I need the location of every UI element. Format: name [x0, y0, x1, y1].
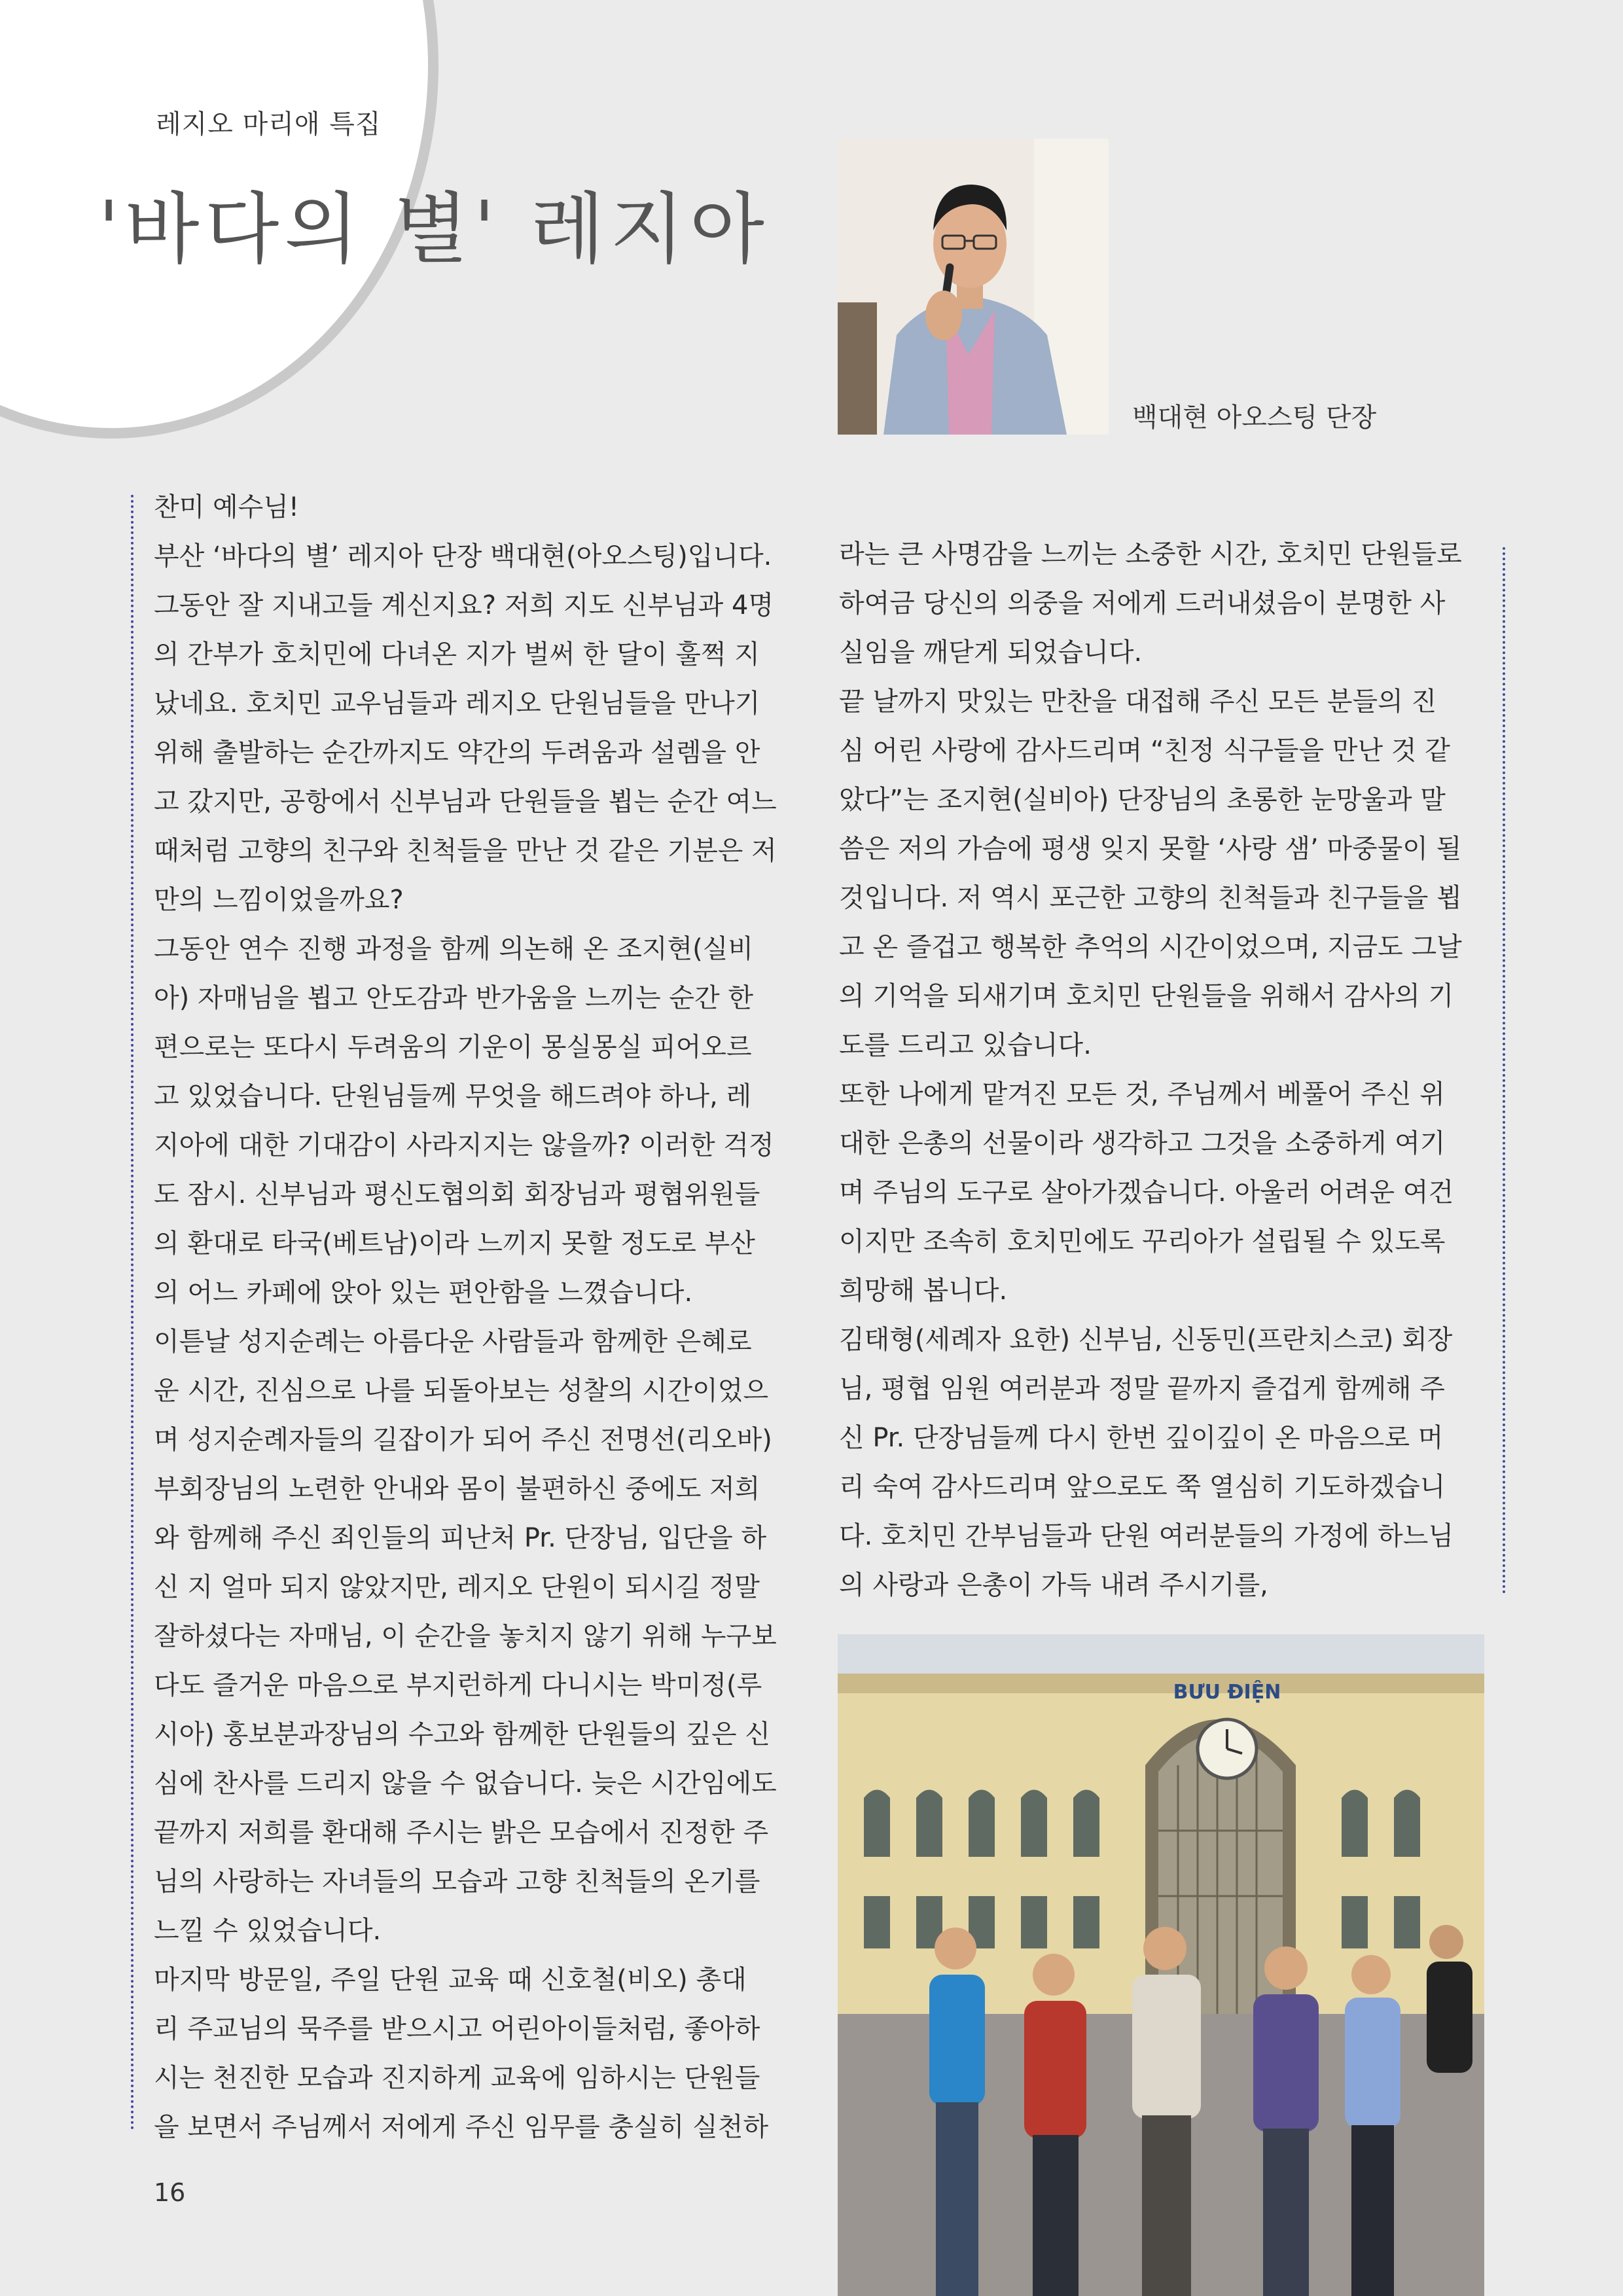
article-line: 부회장님의 노련한 안내와 몸이 불편하신 중에도 저희: [154, 1474, 760, 1504]
group-photo: [838, 1634, 1484, 2296]
article-line: 희망해 봅니다.: [839, 1276, 1008, 1306]
article-line: 의 사랑과 은총이 가득 내려 주시기를,: [839, 1570, 1268, 1600]
article-line: 의 환대로 타국(베트남)이라 느끼지 못할 정도로 부산: [154, 1229, 755, 1259]
article-line: 신 지 얼마 되지 않았지만, 레지오 단원이 되시길 정말: [154, 1572, 760, 1602]
article-line: 끝까지 저희를 환대해 주시는 밝은 모습에서 진정한 주: [154, 1818, 769, 1848]
article-line: 마지막 방문일, 주일 단원 교육 때 신호철(비오) 총대: [154, 1965, 747, 1995]
article-line: 났네요. 호치민 교우님들과 레지오 단원님들을 만나기: [154, 689, 760, 719]
article-left-column: [154, 483, 802, 2152]
article-line: 심에 찬사를 드리지 않을 수 없습니다. 늦은 시간임에도: [154, 1768, 777, 1799]
article-line: 시아) 홍보분과장님의 수고와 함께한 단원들의 깊은 신: [154, 1719, 770, 1749]
article-line: 고 온 즐겁고 행복한 추억의 시간이었으며, 지금도 그날: [839, 932, 1462, 962]
section-label: 레지오 마리애 특집: [156, 109, 382, 139]
article-line: 리 숙여 감사드리며 앞으로도 쭉 열심히 기도하겠습니: [839, 1472, 1446, 1502]
article-line: 며 성지순례자들의 길잡이가 되어 주신 전명선(리오바): [154, 1425, 772, 1455]
portrait-photo: [838, 139, 1109, 435]
article-line: 시는 천진한 모습과 진지하게 교육에 임하시는 단원들: [154, 2063, 760, 2093]
article-line: 씀은 저의 가슴에 평생 잊지 못할 ‘사랑 샘’ 마중물이 될: [839, 834, 1462, 864]
article-line: 운 시간, 진심으로 나를 되돌아보는 성찰의 시간이었으: [154, 1376, 769, 1406]
article-line: 리 주교님의 묵주를 받으시고 어린아이들처럼, 좋아하: [154, 2014, 760, 2044]
article-line: 그동안 잘 지내고들 계신지요? 저희 지도 신부님과 4명: [154, 590, 774, 620]
article-line: 다도 즐거운 마음으로 부지런하게 다니시는 박미정(루: [154, 1670, 762, 1700]
article-line: 도를 드리고 있습니다.: [839, 1030, 1092, 1060]
article-line: 며 주님의 도구로 살아가겠습니다. 아울러 어려운 여건: [839, 1177, 1454, 1208]
article-line: 끝 날까지 맛있는 만찬을 대접해 주신 모든 분들의 진: [839, 687, 1437, 717]
article-line: 찬미 예수님!: [154, 492, 299, 522]
article-line: 다. 호치민 간부님들과 단원 여러분들의 가정에 하느님: [839, 1521, 1454, 1551]
article-line: 고 갔지만, 공항에서 신부님과 단원들을 뵙는 순간 여느: [154, 787, 777, 817]
article-line: 와 함께해 주신 죄인들의 피난처 Pr. 단장님, 입단을 하: [154, 1523, 767, 1553]
article-line: 지아에 대한 기대감이 사라지지는 않을까? 이러한 걱정: [154, 1130, 774, 1160]
article-line: 실임을 깨닫게 되었습니다.: [839, 637, 1143, 668]
article-line: 님, 평협 임원 여러분과 정말 끝까지 즐겁게 함께해 주: [839, 1374, 1445, 1404]
right-column-rule: [1503, 547, 1505, 1594]
article-line: 라는 큰 사명감을 느끼는 소중한 시간, 호치민 단원들로: [839, 539, 1462, 569]
page-number: 16: [154, 2178, 186, 2207]
article-line: 님의 사랑하는 자녀들의 모습과 고향 친척들의 온기를: [154, 1867, 760, 1897]
group-photo-illustration: [838, 1634, 1484, 2296]
article-line: 고 있었습니다. 단원님들께 무엇을 해드려야 하나, 레: [154, 1081, 752, 1111]
article-line: 김태형(세례자 요한) 신부님, 신동민(프란치스코) 회장: [839, 1325, 1453, 1355]
article-line: 이지만 조속히 호치민에도 꾸리아가 설립될 수 있도록: [839, 1227, 1446, 1257]
article-line: 느낄 수 있었습니다.: [154, 1916, 382, 1946]
article-line: 의 어느 카페에 앉아 있는 편안함을 느꼈습니다.: [154, 1278, 693, 1308]
post-office-sign: BƯU ĐIỆN: [1173, 1681, 1281, 1704]
article-line: 편으로는 또다시 두려움의 기운이 몽실몽실 피어오르: [154, 1032, 752, 1062]
portrait-illustration: [838, 139, 1109, 435]
article-line: 그동안 연수 진행 과정을 함께 의논해 온 조지현(실비: [154, 934, 754, 964]
article-line: 것입니다. 저 역시 포근한 고향의 친척들과 친구들을 뵙: [839, 883, 1462, 913]
article-line: 위해 출발하는 순간까지도 약간의 두려움과 설렘을 안: [154, 738, 760, 768]
article-line: 았다”는 조지현(실비아) 단장님의 초롱한 눈망울과 말: [839, 785, 1446, 815]
article-line: 의 간부가 호치민에 다녀온 지가 벌써 한 달이 훌쩍 지: [154, 639, 760, 670]
article-line: 때처럼 고향의 친구와 친척들을 만난 것 같은 기분은 저: [154, 836, 777, 866]
left-column-rule: [131, 495, 134, 2131]
article-line: 신 Pr. 단장님들께 다시 한번 깊이깊이 온 마음으로 머: [839, 1423, 1444, 1453]
article-line: 도 잠시. 신부님과 평신도협의회 회장님과 평협위원들: [154, 1179, 760, 1210]
article-line: 이튿날 성지순례는 아름다운 사람들과 함께한 은혜로: [154, 1327, 752, 1357]
article-line: 을 보면서 주님께서 저에게 주신 임무를 충실히 실천하: [154, 2112, 769, 2142]
article-line: 부산 ‘바다의 별’ 레지아 단장 백대현(아오스팅)입니다.: [154, 541, 772, 571]
article-right-column: [839, 530, 1487, 1610]
portrait-caption: 백대현 아오스팅 단장: [1132, 403, 1377, 433]
article-line: 아) 자매님을 뵙고 안도감과 반가움을 느끼는 순간 한: [154, 983, 754, 1013]
article-title: '바다의 별' 레지아: [98, 184, 770, 274]
article-line: 하여금 당신의 의중을 저에게 드러내셨음이 분명한 사: [839, 588, 1446, 619]
article-line: 대한 은총의 선물이라 생각하고 그것을 소중하게 여기: [839, 1128, 1446, 1158]
article-line: 심 어린 사랑에 감사드리며 “친정 식구들을 만난 것 같: [839, 736, 1450, 766]
article-line: 잘하셨다는 자매님, 이 순간을 놓치지 않기 위해 누구보: [154, 1621, 777, 1651]
article-line: 의 기억을 되새기며 호치민 단원들을 위해서 감사의 기: [839, 981, 1454, 1011]
article-line: 만의 느낌이었을까요?: [154, 885, 404, 915]
article-line: 또한 나에게 맡겨진 모든 것, 주님께서 베풀어 주신 위: [839, 1079, 1445, 1109]
